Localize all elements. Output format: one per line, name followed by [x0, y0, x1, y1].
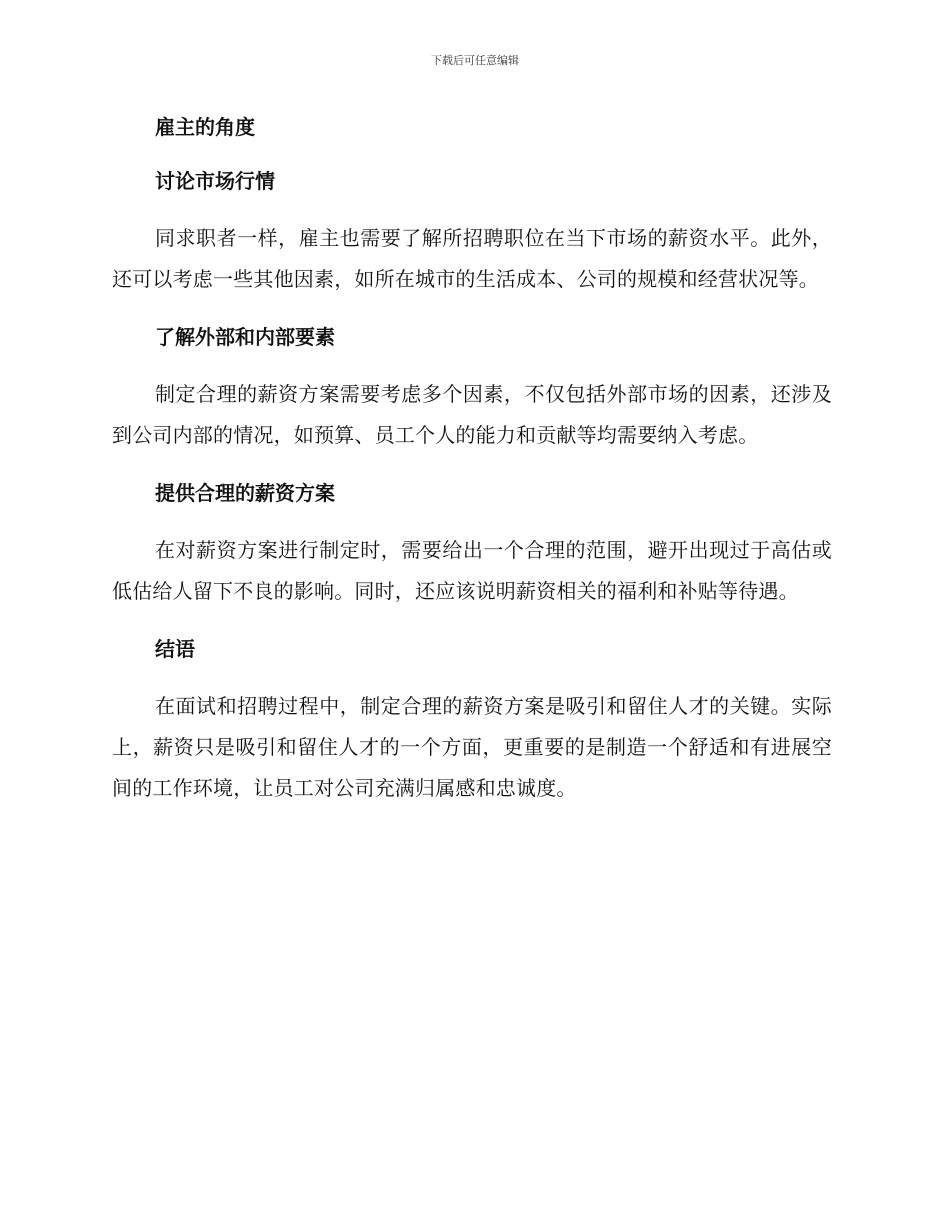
section-heading-employer-perspective: 雇主的角度: [155, 115, 255, 139]
document-body: [112, 110, 832, 809]
section-heading-market-discussion: 讨论市场行情: [155, 169, 275, 193]
section-paragraph-conclusion: 在面试和招聘过程中，制定合理的薪资方案是吸引和留住人才的关键。实际上，薪资只是吸引和留住人才的一个方面，更重要的是制造一个舒适和有进展空间的工作环境，让员工对公司充满归属感和忠诚度。: [112, 694, 832, 800]
section-heading-external-internal-factors: 了解外部和内部要素: [155, 325, 335, 349]
section-paragraph-market-discussion: 同求职者一样，雇主也需要了解所招聘职位在当下市场的薪资水平。此外，还可以考虑一些其他因素，如所在城市的生活成本、公司的规模和经营状况等。: [112, 226, 832, 291]
page-header-note: 下载后可任意编辑: [431, 54, 519, 67]
section-heading-reasonable-salary-plan: 提供合理的薪资方案: [155, 481, 335, 505]
section-paragraph-reasonable-salary-plan: 在对薪资方案进行制定时，需要给出一个合理的范围，避开出现过于高估或低估给人留下不良的影响。同时，还应该说明薪资相关的福利和补贴等待遇。: [112, 538, 832, 603]
section-paragraph-external-internal-factors: 制定合理的薪资方案需要考虑多个因素，不仅包括外部市场的因素，还涉及到公司内部的情况，如预算、员工个人的能力和贡献等均需要纳入考虑。: [112, 382, 832, 447]
section-heading-conclusion: 结语: [155, 637, 195, 661]
